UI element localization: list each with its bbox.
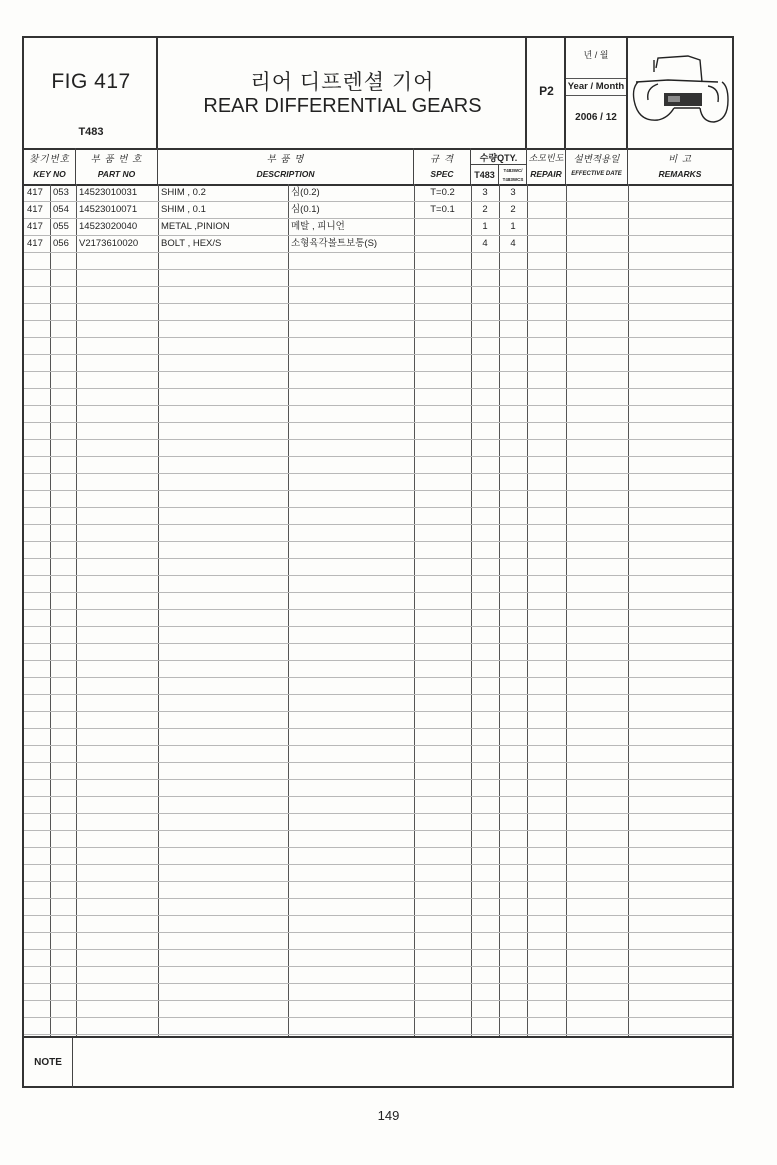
row-divider: [24, 575, 732, 576]
row-divider: [24, 609, 732, 610]
cell-qty1: 3: [482, 187, 488, 198]
column-divider: [499, 184, 500, 1036]
cell-spec: T=0.1: [430, 204, 455, 215]
column-divider: [76, 184, 77, 1036]
row-divider: [24, 303, 732, 304]
col-repair: [527, 148, 566, 184]
row-divider: [24, 694, 732, 695]
cell-desc-ko: 심(0.1): [291, 204, 320, 215]
cell-key-a: 417: [27, 204, 43, 215]
col-description: [158, 148, 414, 184]
row-divider: [24, 711, 732, 712]
cell-key-b: 055: [53, 221, 69, 232]
column-header-row: [24, 148, 732, 186]
col-remarks-ko: 비 고: [668, 154, 692, 165]
row-divider: [24, 898, 732, 899]
col-spec-en: SPEC: [430, 169, 454, 179]
tractor-image-cell: [628, 38, 732, 148]
note-label: NOTE: [24, 1038, 73, 1088]
row-divider: [24, 813, 732, 814]
row-divider: [24, 388, 732, 389]
row-divider: [24, 626, 732, 627]
table-row: [24, 235, 732, 252]
note-row: [24, 1036, 732, 1088]
col-key-no-ko: 찾기번호: [29, 154, 70, 165]
row-divider: [24, 439, 732, 440]
col-effective-date-en: EFFECTIVE DATE: [571, 171, 622, 177]
figure-cell: [24, 38, 158, 148]
col-spec-ko: 규 격: [430, 154, 454, 165]
col-remarks-en: REMARKS: [658, 169, 702, 179]
parts-table-frame: [22, 36, 734, 1088]
row-divider: [24, 779, 732, 780]
row-divider: [24, 932, 732, 933]
col-key-no: [24, 148, 76, 184]
cell-desc-ko: 심(0.2): [291, 187, 320, 198]
col-repair-ko: 소모빈도: [528, 153, 564, 163]
cell-spec: [416, 235, 469, 252]
cell-desc-en: SHIM , 0.1: [161, 204, 206, 215]
cell-spec: [416, 218, 469, 235]
col-qty-ko: 수량QTY.: [479, 153, 518, 163]
cell-part: V2173610020: [79, 238, 139, 249]
cell-desc-en: BOLT , HEX/S: [161, 238, 222, 249]
page-code-cell: [527, 38, 566, 148]
row-divider: [24, 252, 732, 253]
table-row: [24, 184, 732, 201]
row-divider: [24, 915, 732, 916]
page-number: 149: [377, 1108, 400, 1123]
row-divider: [24, 966, 732, 967]
row-divider: [24, 660, 732, 661]
row-divider: [24, 320, 732, 321]
cell-key-b: 053: [53, 187, 69, 198]
model-code: T483: [78, 126, 104, 138]
row-divider: [24, 558, 732, 559]
cell-qty2: 3: [510, 187, 516, 198]
row-divider: [24, 371, 732, 372]
year-month-label-ko: 년 / 월: [583, 50, 609, 60]
title-english: REAR DIFFERENTIAL GEARS: [203, 95, 482, 117]
cell-desc-ko: 메탈 , 피니언: [291, 221, 345, 232]
column-divider: [566, 184, 567, 1036]
row-divider: [24, 1017, 732, 1018]
row-divider: [24, 796, 732, 797]
row-divider: [24, 983, 732, 984]
tractor-icon: [628, 38, 732, 146]
page-code: P2: [539, 84, 554, 98]
cell-part: 14523020040: [79, 221, 138, 232]
cell-qty1: 1: [482, 221, 488, 232]
col-effective-date-ko: 설변적용일: [573, 154, 620, 165]
row-divider: [24, 762, 732, 763]
col-part-no-en: PART NO: [97, 169, 136, 179]
figure-number: FIG 417: [51, 70, 131, 93]
row-divider: [24, 269, 732, 270]
table-row: [24, 218, 732, 235]
row-divider: [24, 541, 732, 542]
issue-date: 2006 / 12: [575, 112, 617, 123]
cell-qty2: 2: [510, 204, 516, 215]
row-divider: [24, 881, 732, 882]
cell-key-b: 056: [53, 238, 69, 249]
row-divider: [24, 405, 732, 406]
row-divider: [24, 864, 732, 865]
row-divider: [24, 524, 732, 525]
title-korean: 리어 디프렌셜 기어: [250, 71, 435, 94]
year-month-cell: [566, 38, 628, 148]
column-divider: [414, 184, 415, 1036]
cell-key-b: 054: [53, 204, 69, 215]
table-row: [24, 201, 732, 218]
row-divider: [24, 490, 732, 491]
row-divider: [24, 847, 732, 848]
row-divider: [24, 1000, 732, 1001]
year-month-label-en: Year / Month: [566, 78, 626, 96]
col-qty-t483: T483: [471, 164, 499, 184]
column-divider: [527, 184, 528, 1036]
row-divider: [24, 949, 732, 950]
cell-qty1: 2: [482, 204, 488, 215]
cell-qty2: 1: [510, 221, 516, 232]
column-divider: [158, 184, 159, 1036]
row-divider: [24, 286, 732, 287]
column-divider: [50, 184, 51, 1036]
col-spec: [414, 148, 471, 184]
row-divider: [24, 745, 732, 746]
row-divider: [24, 592, 732, 593]
table-header: [24, 38, 732, 150]
row-divider: [24, 473, 732, 474]
parts-table-body: [24, 184, 732, 1036]
column-divider: [288, 184, 289, 1036]
row-divider: [24, 422, 732, 423]
col-description-ko: 부 품 명: [266, 154, 305, 165]
cell-key-a: 417: [27, 221, 43, 232]
row-divider: [24, 677, 732, 678]
col-description-en: DESCRIPTION: [256, 169, 315, 179]
cell-part: 14523010071: [79, 204, 138, 215]
cell-key-a: 417: [27, 187, 43, 198]
col-key-no-en: KEY NO: [33, 169, 66, 179]
col-part-no-ko: 부 품 번 호: [90, 154, 143, 165]
row-divider: [24, 456, 732, 457]
cell-desc-en: SHIM , 0.2: [161, 187, 206, 198]
row-divider: [24, 507, 732, 508]
cell-spec: T=0.2: [430, 187, 455, 198]
cell-qty1: 4: [482, 238, 488, 249]
col-qty-t483wc: T483WC/ T483WCS: [499, 164, 527, 184]
cell-key-a: 417: [27, 238, 43, 249]
col-remarks: [628, 148, 732, 184]
row-divider: [24, 337, 732, 338]
column-divider: [628, 184, 629, 1036]
cell-desc-ko: 소형육각볼트보통(S): [291, 238, 378, 249]
cell-desc-en: METAL ,PINION: [161, 221, 230, 232]
cell-part: 14523010031: [79, 187, 138, 198]
col-part-no: [76, 148, 158, 184]
row-divider: [24, 643, 732, 644]
row-divider: [24, 354, 732, 355]
col-qty: [471, 148, 527, 184]
col-repair-en: REPAIR: [530, 169, 562, 179]
column-divider: [471, 184, 472, 1036]
title-cell: [158, 38, 527, 148]
row-divider: [24, 728, 732, 729]
row-divider: [24, 1034, 732, 1035]
row-divider: [24, 830, 732, 831]
col-effective-date: [566, 148, 628, 184]
cell-qty2: 4: [510, 238, 516, 249]
